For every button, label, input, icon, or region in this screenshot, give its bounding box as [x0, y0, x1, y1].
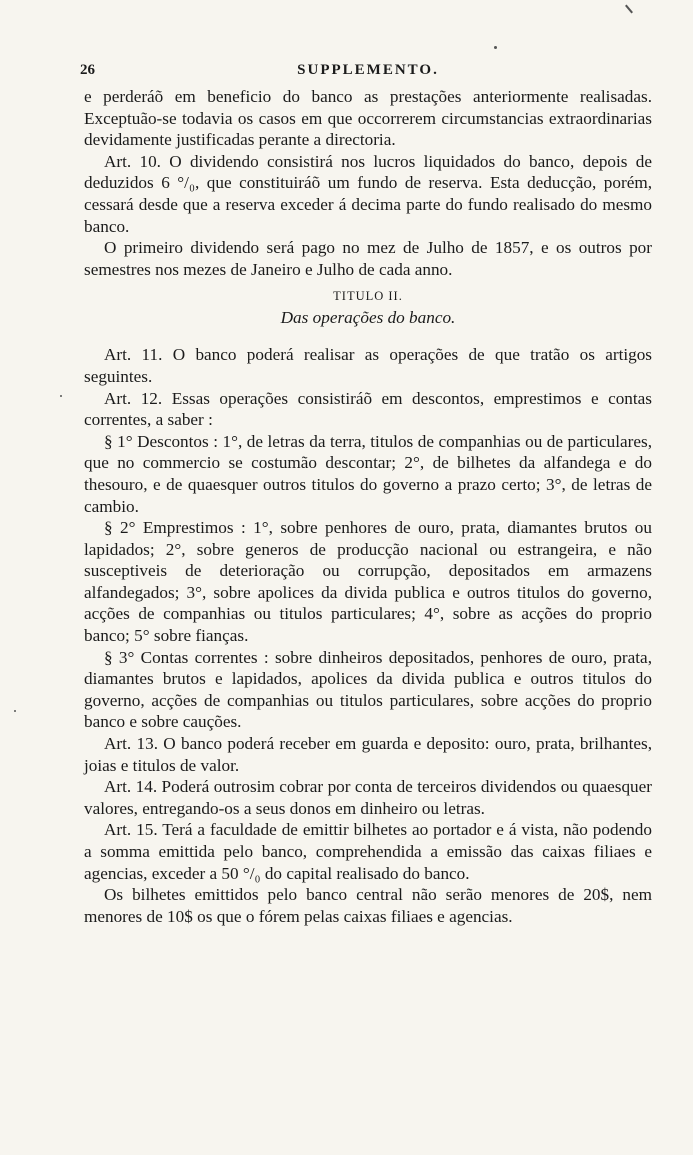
paper-speck — [625, 5, 633, 14]
running-head: SUPPLEMENTO. — [297, 62, 439, 78]
document-page — [80, 58, 652, 927]
article-12-section-1: § 1° Descontos : 1°, de letras da terra, titulos de companhias ou de particulares, que no commercio se costumão descontar; 2°, de bilhetes da alfandega e do thesouro, e de quaesquer outros titulos do governo a prazo certo; 3°, de letras de cambio. — [84, 431, 652, 516]
paragraph: e perderáõ em beneficio do banco as prestações anteriormente realisadas. Exceptuão-se todavia os casos em que occorrerem circumstancias extraordinarias devidamente justificadas perante a directoria. — [84, 87, 652, 150]
paragraph-article-10: Art. 10. O dividendo consistirá nos lucros liquidados do banco, depois de deduzidos 6 °/₀, que constituiráõ um fundo de reserva. Esta deducção, porém, cessará desde que a reserva exceder á decima parte do fundo realisado do mesmo banco. — [84, 151, 652, 236]
article-13: Art. 13. O banco poderá receber em guarda e deposito: ouro, prata, brilhantes, joias e titulos de valor. — [84, 734, 652, 775]
paragraph: O primeiro dividendo será pago no mez de Julho de 1857, e os outros por semestres nos mezes de Janeiro e Julho de cada anno. — [84, 238, 652, 279]
article-11: Art. 11. O banco poderá realisar as operações de que tratão os artigos seguintes. — [84, 345, 652, 386]
paper-speck — [494, 46, 497, 49]
page-header — [80, 58, 652, 86]
article-15: Art. 15. Terá a faculdade de emittir bilhetes ao portador e á vista, não podendo a somma emittida pelo banco, comprehendida a emissão das caixas filiaes e agencias, exceder a 50 °/₀ do capital realisado do banco. — [84, 820, 652, 883]
article-14: Art. 14. Poderá outrosim cobrar por conta de terceiros dividendos ou quaesquer valores, entregando-os a seus donos em dinheiro ou letras. — [84, 777, 652, 818]
article-12-section-3: § 3° Contas correntes : sobre dinheiros depositados, penhores de ouro, prata, diamantes brutos e lapidados, apolices da divida publica e outros titulos do governo, acções de companhias ou titulos particulares, sobre acções do proprio banco e sobre cauções. — [84, 647, 652, 732]
section-title: TITULO II. — [333, 289, 403, 304]
article-12: Art. 12. Essas operações consistiráõ em descontos, emprestimos e contas correntes, a saber : — [84, 388, 652, 430]
page-number: 26 — [80, 62, 95, 78]
paper-speck — [14, 710, 16, 712]
article-12-section-2: § 2° Emprestimos : 1°, sobre penhores de ouro, prata, diamantes brutos ou lapidados; 2°, sobre generos de producção nacional ou estrangeira, e não susceptiveis de deterioração ou corrupção, depositados em armazens alfandegados; 3°, sobre apolices da divida publica e outros titulos do governo, acções de companhias ou titulos particulares; 4°, sobre as acções do proprio banco; 5° sobre fianças. — [84, 518, 652, 646]
section-subtitle: Das operações do banco. — [280, 308, 456, 328]
paragraph-bilhetes: Os bilhetes emittidos pelo banco central não serão menores de 20$, nem menores de 10$ os que o fórem pelas caixas filiaes e agencias. — [84, 885, 652, 926]
paper-speck — [60, 395, 62, 397]
